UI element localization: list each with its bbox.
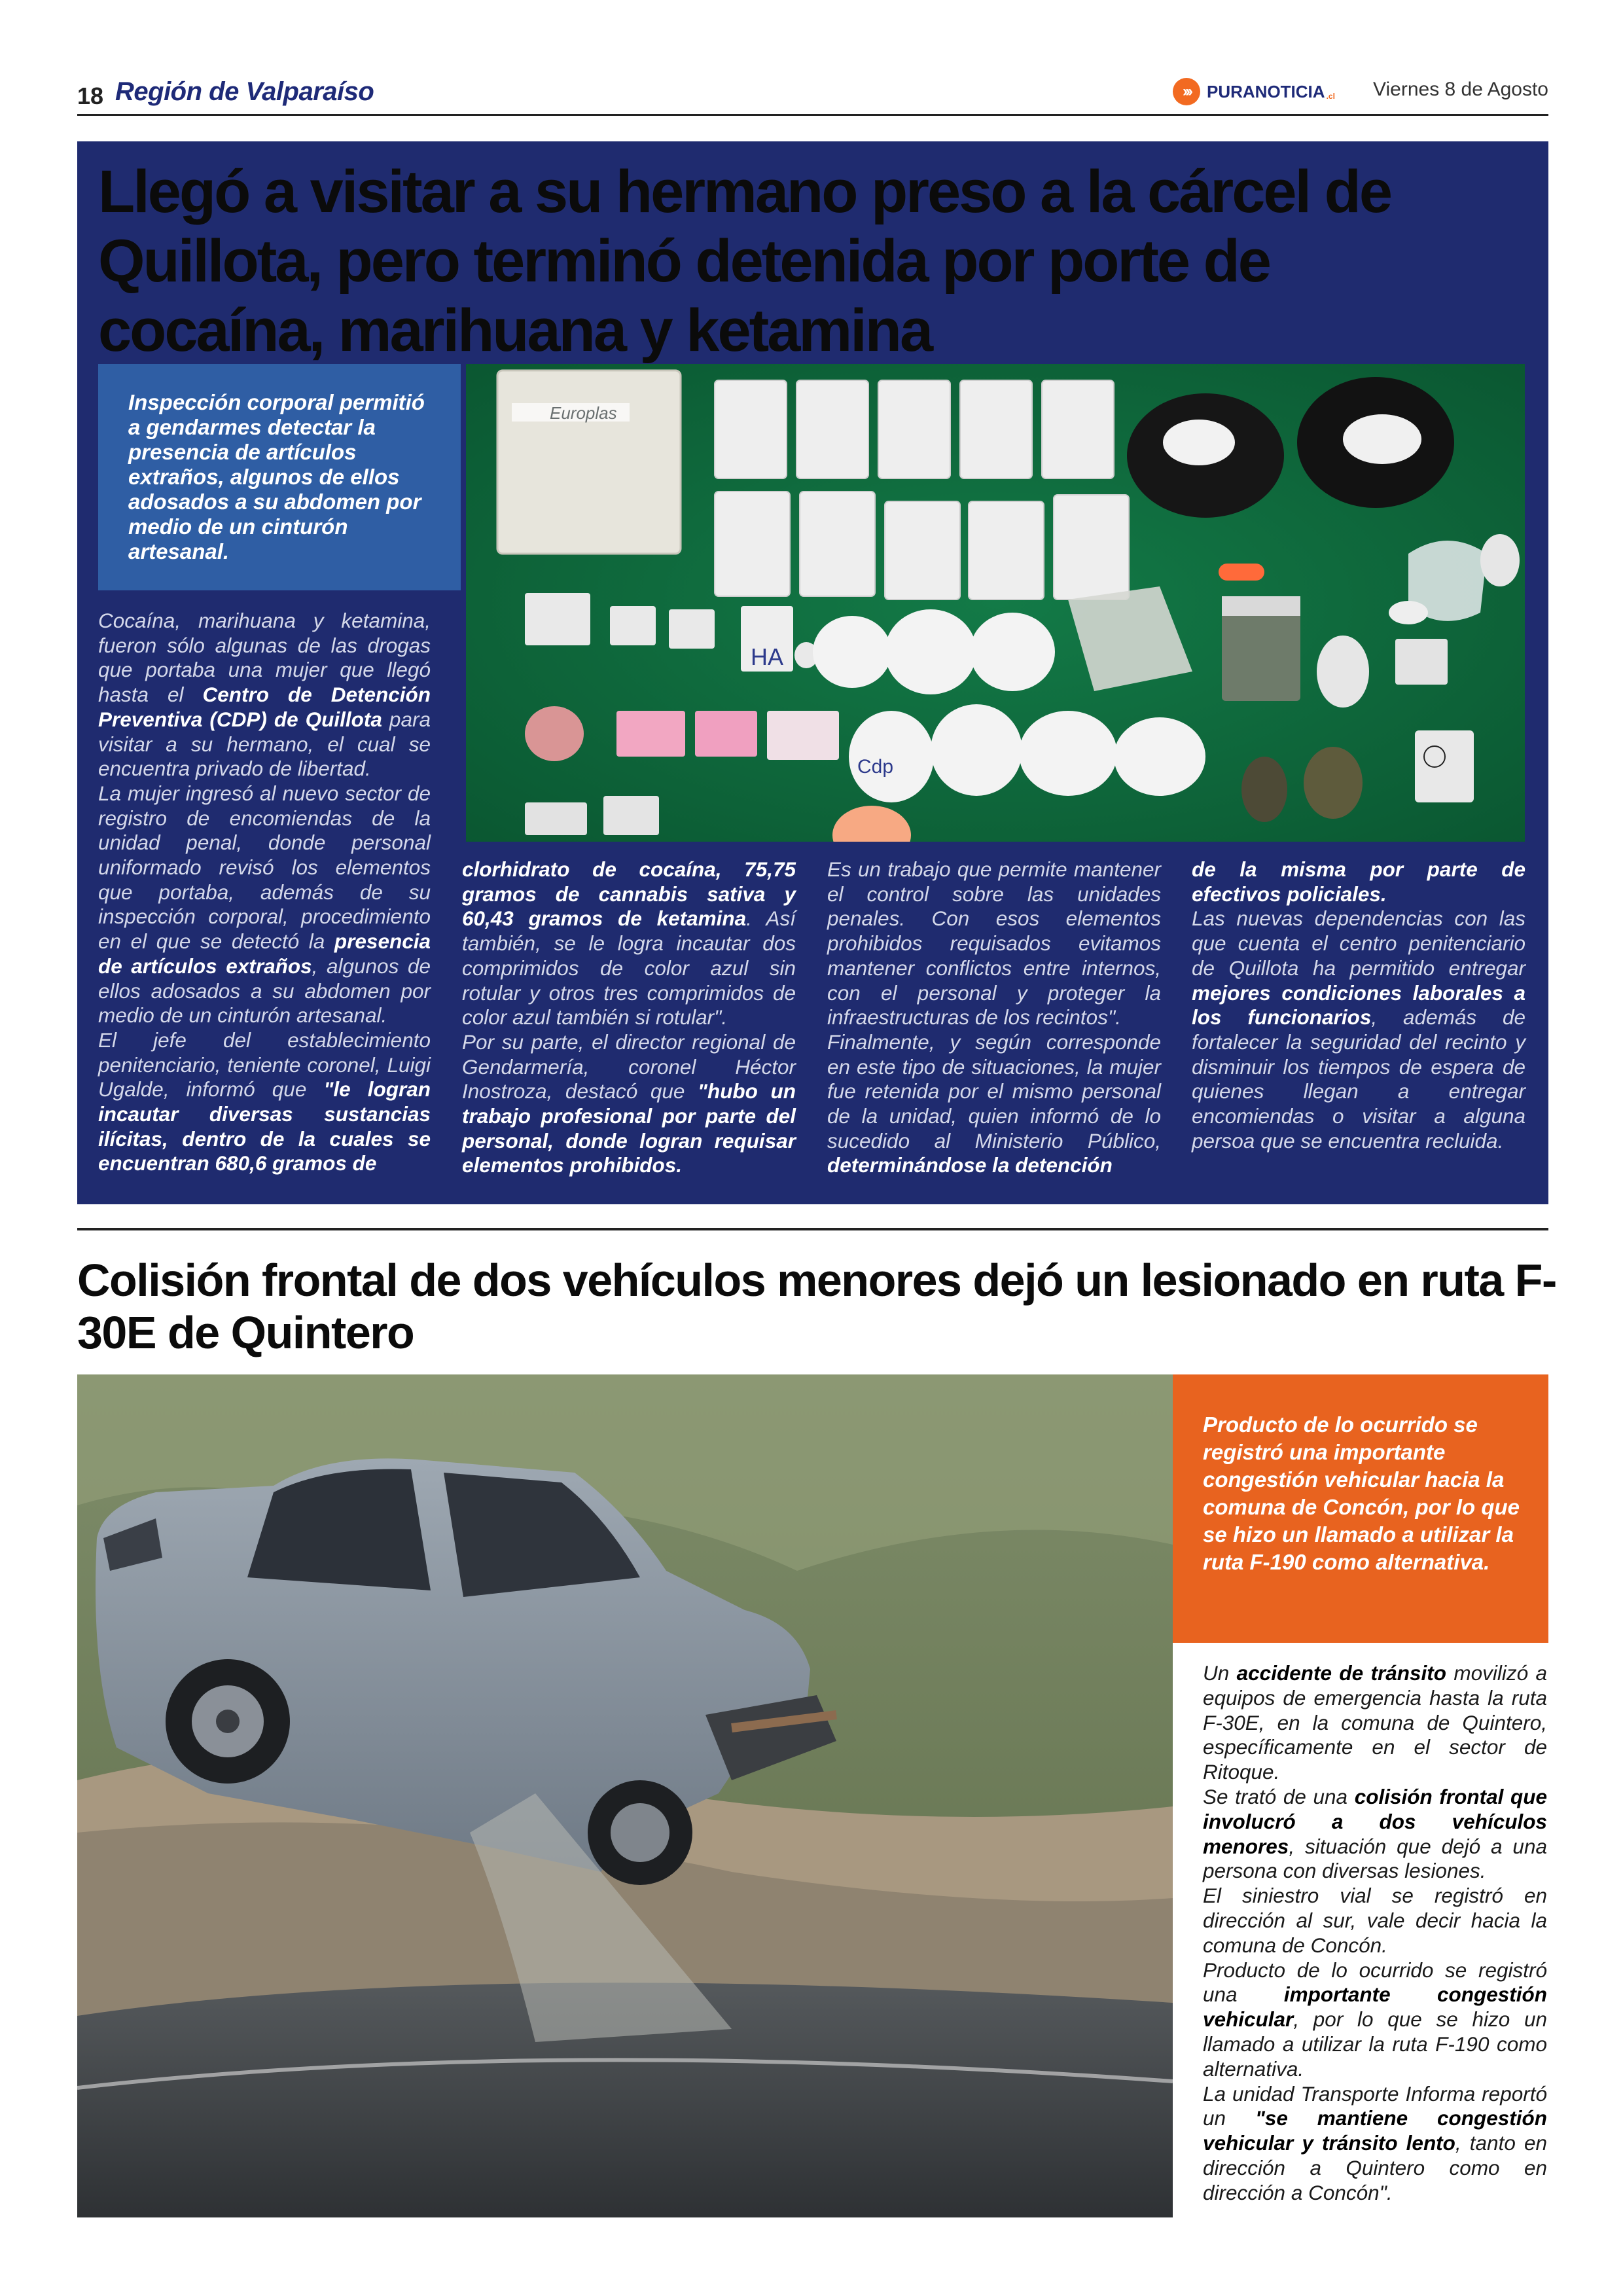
- text-run: para visitar a su hermano, el cual se encuentra privado de libertad.: [98, 707, 431, 781]
- text-run: Producto de lo ocurrido se registró una: [1203, 1958, 1547, 2007]
- text-run: , tanto en dirección a Quintero como en dirección a Concón".: [1203, 2131, 1547, 2204]
- text-bold-run: "se mantiene congestión vehicular y tránsito lento: [1203, 2106, 1547, 2155]
- story1-col2-paragraph: [462, 857, 796, 1030]
- text-bold-run: accidente de tránsito: [1236, 1661, 1446, 1685]
- drugs-photo: [466, 364, 1525, 842]
- text-run: movilizó a equipos de emergencia hasta la ruta F-30E, en la comuna de Quintero, específicamente en el sector de Ritoque.: [1203, 1661, 1547, 1784]
- text-bold-run: presencia de artículos extraños: [98, 929, 431, 978]
- story2-paragraph: [1203, 1958, 1547, 2082]
- text-run: , algunos de ellos adosados a su abdomen por medio de un cinturón artesanal.: [98, 954, 431, 1028]
- text-bold-run: importante congestión vehicular: [1203, 1982, 1547, 2032]
- text-run: La unidad Transporte Informa reportó un: [1203, 2081, 1547, 2130]
- page-number: 18: [77, 82, 104, 109]
- story1-column-4: [1192, 857, 1525, 1153]
- bag-tag-ha: HA: [751, 643, 784, 670]
- text-run: Se trató de una: [1203, 1784, 1355, 1808]
- text-run: Finalmente, y según corresponde en este tipo de situaciones, la mujer fue retenida por el mismo personal de la unidad, quien informó de lo sucedido al Ministerio Público,: [827, 1030, 1161, 1153]
- story1-col4-paragraph: [1192, 906, 1525, 1153]
- car-crash-photo: [77, 1374, 1173, 2217]
- story2-callout-text: Producto de lo ocurrido se registró una importante congestión vehicular hacia la comuna de Concón, por lo que se hizo un llamado a utilizar la ruta F-190 como alternativa.: [1203, 1412, 1520, 1574]
- story2-paragraph: El siniestro vial se registró en dirección al sur, vale decir hacia la comuna de Concón.: [1203, 1884, 1547, 1957]
- issue-date: Viernes 8 de Agosto: [1373, 79, 1548, 100]
- text-bold-run: "hubo un trabajo profesional por parte del personal, donde logran requisar elementos prohibidos.: [462, 1079, 796, 1177]
- story1-column-2: [462, 857, 796, 1178]
- header-divider: [77, 114, 1548, 116]
- story1-callout-text: Inspección corporal permitió a gendarmes detectar la presencia de artículos extraños, algunos de ellos adosados a su abdomen por medio de un cinturón artesanal.: [128, 390, 425, 564]
- story1-col1-paragraph: [98, 609, 431, 781]
- text-run: , además de fortalecer la seguridad del recinto y disminuir los tiempos de espera de quienes llegan a entregar encomiendas o visitar a alguna persoa que se encuentra recluida.: [1192, 1005, 1526, 1153]
- logo-text: PURANOTICIA: [1207, 81, 1325, 101]
- text-run: Un: [1203, 1661, 1237, 1685]
- text-run: El jefe del establecimiento penitenciario, teniente coronel, Luigi Ugalde, informó que: [98, 1028, 431, 1102]
- story1-col1-paragraph: [98, 1028, 431, 1176]
- story2-headline: Colisión frontal de dos vehículos menores dejó un lesionado en ruta F-30E de Quintero: [77, 1255, 1556, 1358]
- story1-col3-paragraph: Es un trabajo que permite mantener el control sobre las unidades penales. Con esos elementos prohibidos requisados evitamos mantener conflictos entre internos, con el personal y proteger la infraestructuras de los recintos".: [827, 857, 1161, 1030]
- text-bold-run: de la misma por parte de efectivos policiales.: [1192, 857, 1525, 906]
- section-title: Región de Valparaíso: [115, 77, 374, 106]
- brand-logo: [1173, 77, 1335, 106]
- text-run: . Así también, se le logra incautar dos comprimidos de color azul sin rotular y otros tres comprimidos de color azul también si rotular".: [462, 906, 796, 1030]
- text-run: Cocaína, marihuana y ketamina, fueron sólo algunas de las drogas que portaba una mujer que llegó hasta el: [98, 609, 431, 707]
- story2-body: [1203, 1661, 1547, 2206]
- story1-column-1: [98, 609, 431, 1176]
- text-bold-run: mejores condiciones laborales a los funcionarios: [1192, 980, 1525, 1030]
- story2-paragraph: [1203, 1785, 1547, 1884]
- story1-callout: [98, 364, 461, 590]
- text-run: La mujer ingresó al nuevo sector de registro de encomiendas de la unidad penal, donde personal uniformado revisó los elementos que portaba, además de su inspección corporal, procedimiento en el que se detectó la: [98, 781, 431, 954]
- story1-col2-paragraph: [462, 1030, 796, 1178]
- text-bold-run: colisión frontal que involucró a dos vehículos menores: [1203, 1784, 1547, 1858]
- chevrons-logo-icon: ›››: [1173, 78, 1200, 105]
- story1-column-3: [827, 857, 1161, 1178]
- text-bold-run: determinándose la detención: [827, 1153, 1113, 1177]
- text-run: Las nuevas dependencias con las que cuenta el centro penitenciario de Quillota ha permitido entregar: [1192, 906, 1525, 980]
- story2-paragraph: [1203, 2082, 1547, 2206]
- drugs-photo-illustration: [466, 364, 1525, 842]
- story1-col3-paragraph: [827, 1030, 1161, 1178]
- bag-tag-cdp: Cdp: [857, 756, 894, 778]
- story1-col1-paragraph: [98, 781, 431, 1028]
- story-divider: [77, 1228, 1548, 1230]
- bag-label: Europlas: [550, 403, 617, 423]
- story1-headline: Llegó a visitar a su hermano preso a la cárcel de Quillota, pero terminó detenida por porte de cocaína, marihuana y ketamina: [98, 158, 1391, 364]
- story1-col4-paragraph: [1192, 857, 1525, 906]
- car-crash-illustration: [77, 1374, 1173, 2217]
- text-bold-run: Centro de Detención Preventiva (CDP) de Quillota: [98, 683, 431, 731]
- text-run: , situación que dejó a una persona con diversas lesiones.: [1203, 1834, 1547, 1883]
- story2-paragraph: [1203, 1661, 1547, 1785]
- text-run: , por lo que se hizo un llamado a utilizar la ruta F-190 como alternativa.: [1203, 2007, 1547, 2081]
- text-run: Por su parte, el director regional de Gendarmería, coronel Héctor Inostroza, destacó que: [462, 1030, 796, 1103]
- text-bold-run: "le logran incautar diversas sustancias ilícitas, dentro de la cuales se encuentran 680,6 gramos de: [98, 1077, 431, 1175]
- logo-suffix: .cl: [1326, 92, 1335, 101]
- text-bold-run: clorhidrato de cocaína, 75,75 gramos de cannabis sativa y 60,43 gramos de ketamina: [462, 857, 796, 931]
- story2-callout: [1173, 1374, 1548, 1643]
